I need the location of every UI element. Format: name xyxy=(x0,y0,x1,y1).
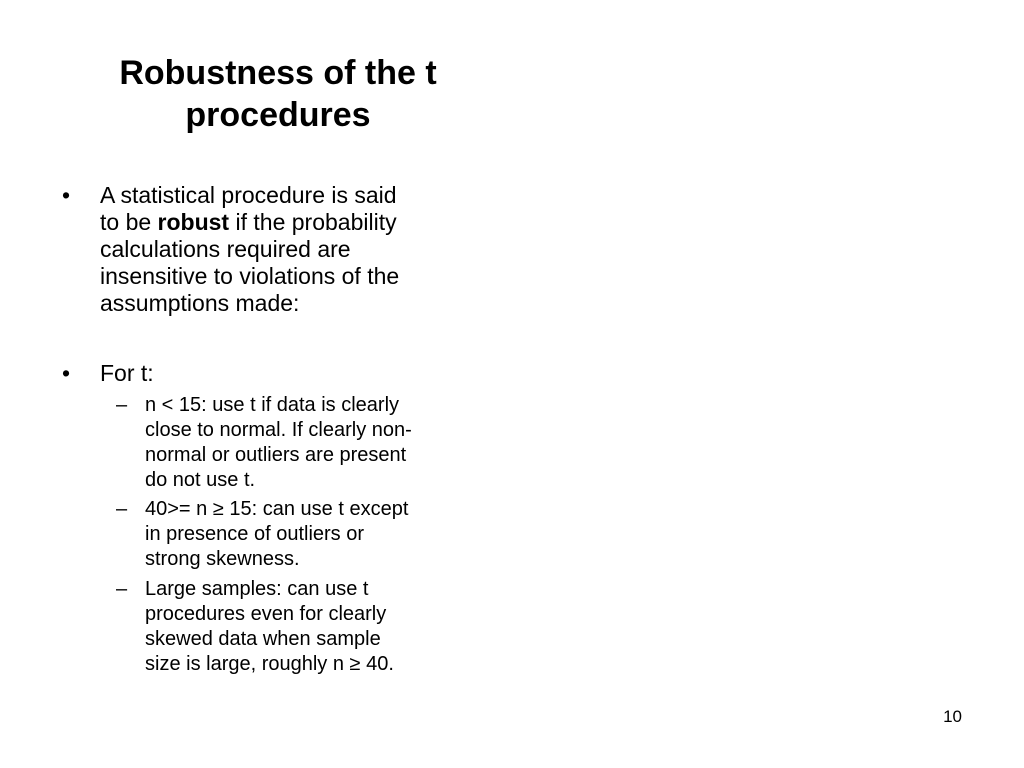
sub-bullet-text xyxy=(145,577,394,677)
bullet-text xyxy=(100,360,154,387)
bullet-line: insensitive to violations of the xyxy=(100,263,400,289)
bullet-line-text: to be xyxy=(100,209,158,235)
sub-bullet-line: procedures even for clearly xyxy=(145,603,387,625)
bullet-line: For t: xyxy=(100,360,154,386)
sub-bullet-marker: – xyxy=(116,394,128,416)
sub-bullet-line: skewed data when sample xyxy=(145,628,381,650)
sub-bullet-line: in presence of outliers or xyxy=(145,523,365,545)
sub-bullet-line: Large samples: can use t xyxy=(145,578,369,600)
sub-bullet-marker: – xyxy=(116,578,128,600)
bullet-line xyxy=(100,209,399,236)
slide-title xyxy=(56,52,500,136)
sub-bullet-line: 40>= n ≥ 15: can use t except xyxy=(145,498,409,520)
bullet-line: calculations required are xyxy=(100,236,351,262)
sub-bullet-line: close to normal. If clearly non- xyxy=(145,419,412,441)
page-number: 10 xyxy=(943,707,962,726)
bullet-line: A statistical procedure is said xyxy=(100,182,397,208)
sub-bullet-line: size is large, roughly n ≥ 40. xyxy=(145,653,394,675)
bullet-line: assumptions made: xyxy=(100,290,300,316)
slide-title-line: procedures xyxy=(185,96,371,134)
robust-term: robust xyxy=(157,209,230,235)
sub-bullet-line: strong skewness. xyxy=(145,548,300,570)
sub-bullet-line: n < 15: use t if data is clearly xyxy=(145,394,400,416)
bullet-marker: • xyxy=(62,182,71,208)
sub-bullet-marker: – xyxy=(116,498,128,520)
bullet-marker: • xyxy=(62,360,71,386)
sub-bullet-line: do not use t. xyxy=(145,469,256,491)
sub-bullet-text xyxy=(145,393,412,493)
sub-bullet-text xyxy=(145,497,408,572)
bullet-text xyxy=(100,182,399,317)
bullet-line-text: if the probability xyxy=(229,209,397,235)
slide-title-line: Robustness of the t xyxy=(119,54,437,92)
sub-bullet-line: normal or outliers are present xyxy=(145,444,407,466)
